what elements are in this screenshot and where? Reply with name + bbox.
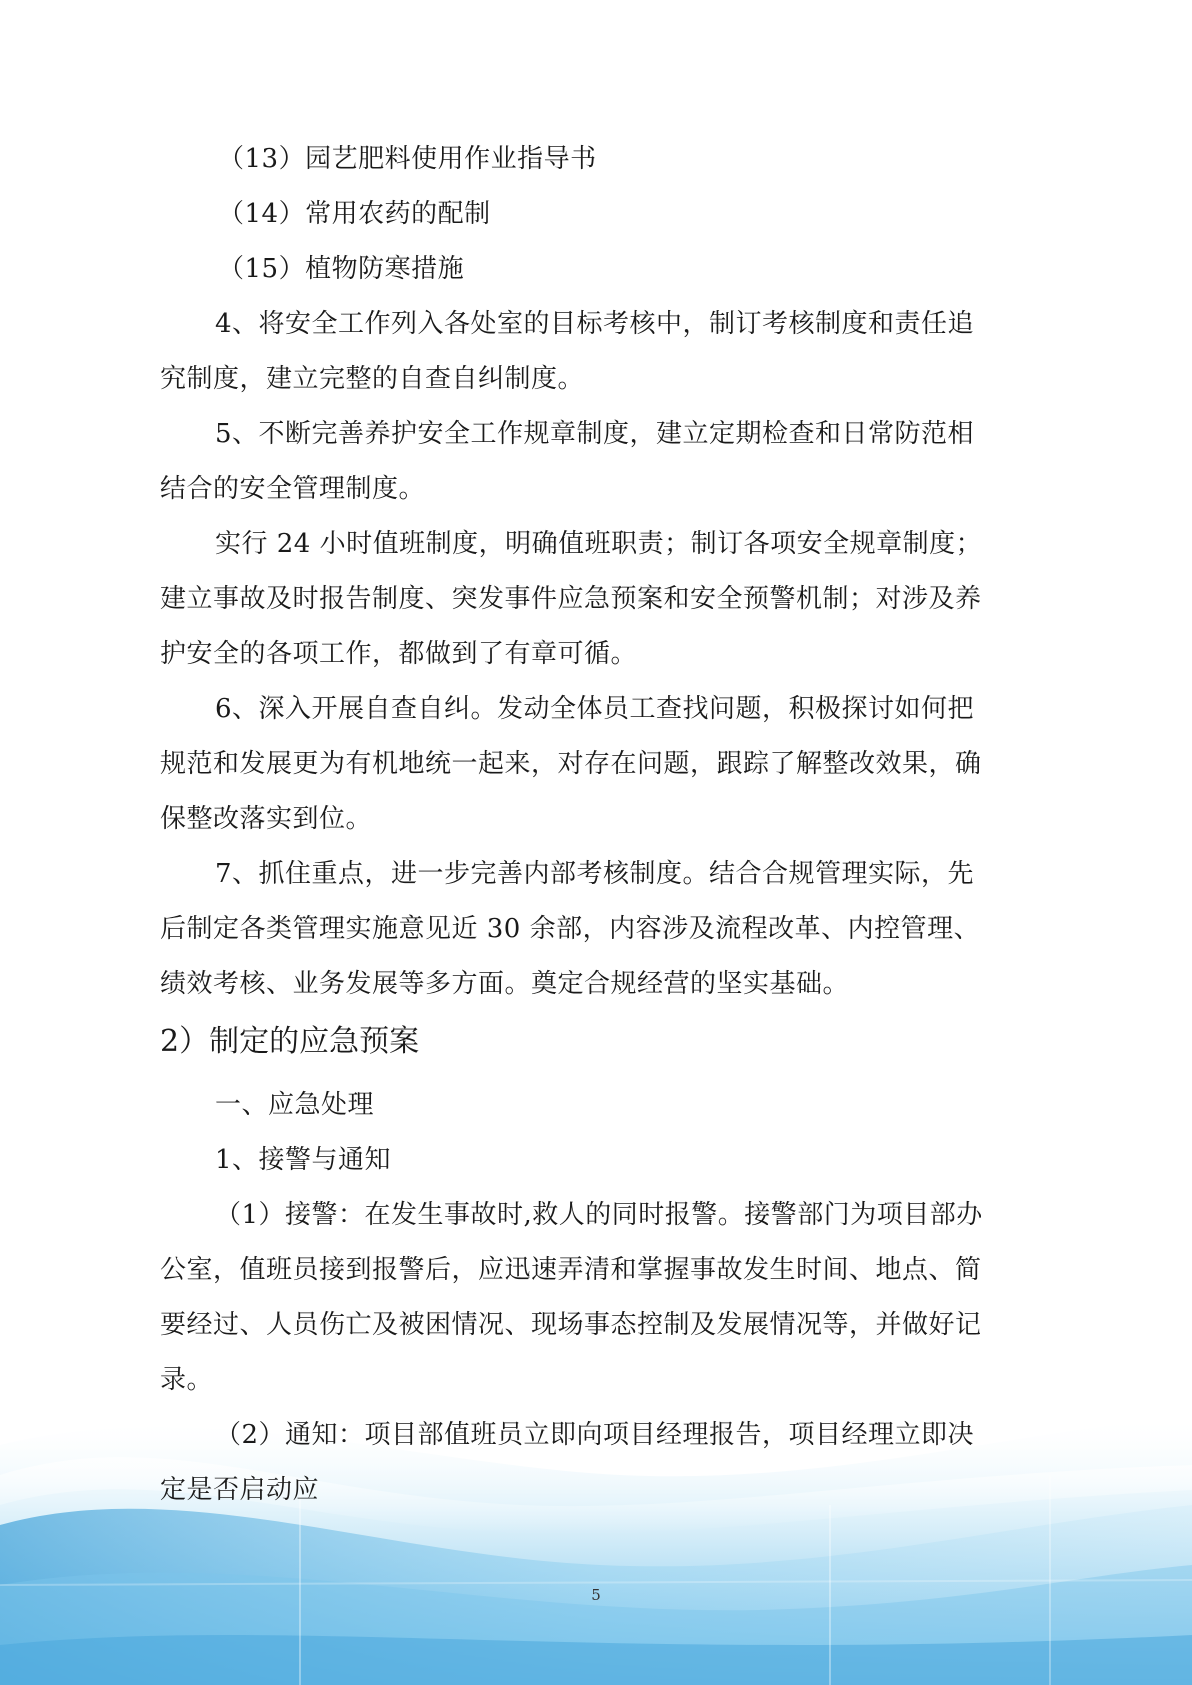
paragraph-line: 保整改落实到位。 bbox=[160, 804, 373, 834]
paragraph-line: 4、将安全工作列入各处室的目标考核中，制订考核制度和责任追 bbox=[215, 309, 975, 339]
paragraph-line: 护安全的各项工作，都做到了有章可循。 bbox=[160, 639, 638, 669]
list-item: （14）常用农药的配制 bbox=[218, 199, 491, 229]
paragraph-line: 实行 24 小时值班制度，明确值班职责；制订各项安全规章制度； bbox=[215, 529, 983, 559]
paragraph-line: 要经过、人员伤亡及被困情况、现场事态控制及发展情况等，并做好记 bbox=[160, 1310, 982, 1340]
paragraph-line: 定是否启动应 bbox=[160, 1475, 320, 1505]
paragraph-line: 建立事故及时报告制度、突发事件应急预案和安全预警机制；对涉及养 bbox=[160, 584, 982, 614]
paragraph-line: 录。 bbox=[160, 1365, 214, 1395]
paragraph-line: 公室，值班员接到报警后，应迅速弄清和掌握事故发生时间、地点、简 bbox=[160, 1255, 982, 1285]
paragraph-line: 究制度，建立完整的自查自纠制度。 bbox=[160, 364, 585, 394]
paragraph-line: 绩效考核、业务发展等多方面。奠定合规经营的坚实基础。 bbox=[160, 969, 850, 999]
subsection-heading: 1、接警与通知 bbox=[215, 1145, 392, 1175]
paragraph-line: 5、不断完善养护安全工作规章制度，建立定期检查和日常防范相 bbox=[215, 419, 975, 449]
section-heading: 2）制定的应急预案 bbox=[160, 1024, 420, 1059]
paragraph-line: （1）接警：在发生事故时,救人的同时报警。接警部门为项目部办 bbox=[215, 1200, 983, 1230]
subsection-heading: 一、应急处理 bbox=[215, 1090, 375, 1120]
document-body bbox=[160, 132, 1030, 1518]
page-number: 5 bbox=[591, 1586, 601, 1604]
paragraph-line: 后制定各类管理实施意见近 30 余部，内容涉及流程改革、内控管理、 bbox=[160, 914, 981, 944]
list-item: （13）园艺肥料使用作业指导书 bbox=[218, 144, 597, 174]
paragraph-line: 6、深入开展自查自纠。发动全体员工查找问题，积极探讨如何把 bbox=[215, 694, 975, 724]
paragraph-line: 结合的安全管理制度。 bbox=[160, 474, 426, 504]
paragraph-line: 7、抓住重点，进一步完善内部考核制度。结合合规管理实际，先 bbox=[215, 859, 975, 889]
paragraph-line: （2）通知：项目部值班员立即向项目经理报告，项目经理立即决 bbox=[215, 1420, 975, 1450]
list-item: （15）植物防寒措施 bbox=[218, 254, 465, 284]
paragraph-line: 规范和发展更为有机地统一起来，对存在问题，跟踪了解整改效果，确 bbox=[160, 749, 982, 779]
